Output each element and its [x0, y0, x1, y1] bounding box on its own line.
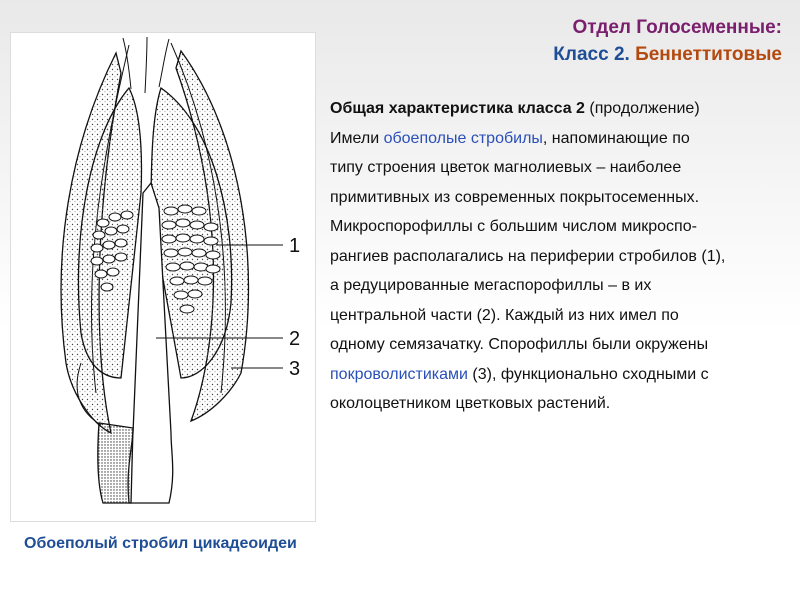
- highlight-term: покроволистиками: [330, 365, 468, 383]
- label-1: 1: [289, 235, 301, 257]
- text-line-1: [330, 124, 785, 154]
- stalk-base: [98, 423, 133, 503]
- description-text: [330, 94, 785, 419]
- text-span: (3), функционально сходными с: [467, 365, 709, 383]
- text-line-2: типу строения цветок магнолиевых – наиболее: [330, 159, 682, 176]
- text-span: , напоминающие по: [542, 129, 690, 147]
- label-3: 3: [289, 358, 301, 380]
- strobilus-illustration: [10, 32, 316, 522]
- text-line-7: центральной части (2). Каждый из них имел по: [330, 306, 679, 324]
- label-2: 2: [289, 328, 301, 350]
- heading-rest: (продолжение): [584, 100, 700, 117]
- text-line-5: рангиев располагались на периферии стробилов (1),: [330, 247, 726, 265]
- text-line-6: а редуцированные мегаспорофиллы – в их: [330, 277, 652, 294]
- heading-bold: Общая характеристика класса 2: [330, 100, 585, 117]
- text-heading: [330, 94, 785, 124]
- text-line-3: примитивных из современных покрытосеменных.: [330, 188, 700, 206]
- highlight-term: обоеполые стробилы: [383, 129, 543, 147]
- figure-caption: Обоеполый стробил цикадеоидеи: [24, 535, 297, 552]
- text-line-8: одному семязачатку. Спорофиллы были окружены: [330, 336, 709, 353]
- text-line-9: [330, 360, 785, 390]
- text-line-10: околоцветником цветковых растений.: [330, 395, 611, 412]
- division-title: Отдел Голосеменные:: [572, 17, 782, 38]
- class-title: [553, 41, 782, 68]
- slide-header: [553, 14, 782, 68]
- strobilus-drawing: [11, 33, 315, 521]
- class-number: Класс 2.: [553, 44, 630, 65]
- text-span: Имели: [330, 129, 384, 147]
- text-line-4: Микроспорофиллы с большим числом микроспо-: [330, 218, 697, 235]
- class-name: Беннеттитовые: [635, 44, 782, 65]
